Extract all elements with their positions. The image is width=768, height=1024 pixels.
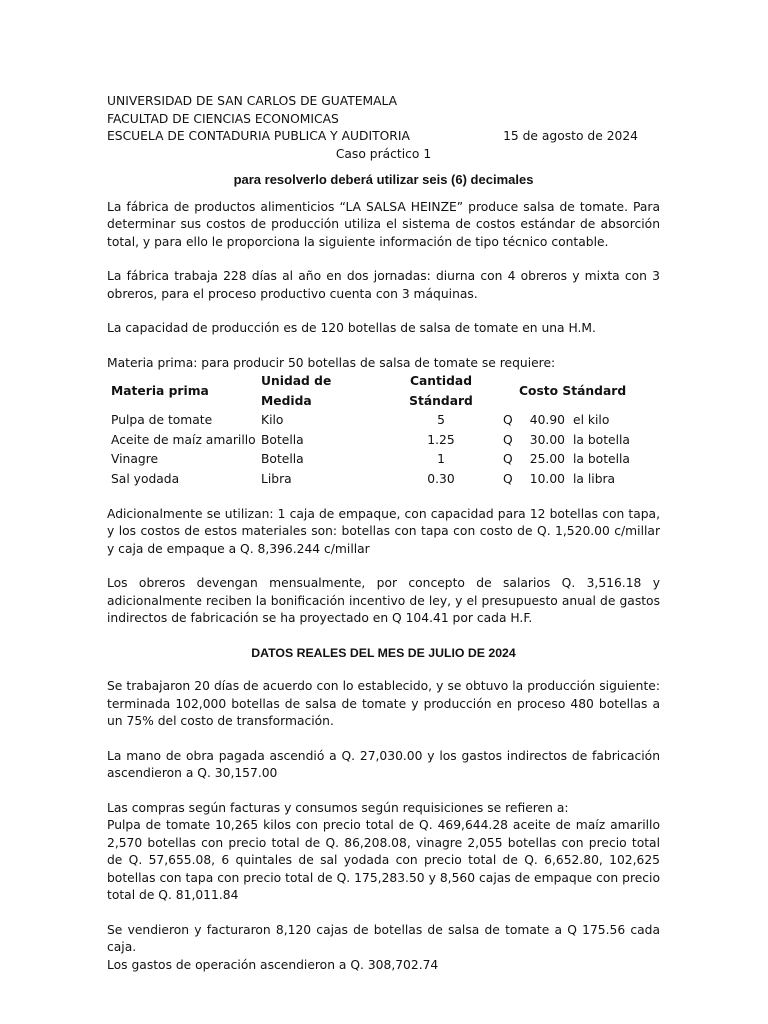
table-header-row <box>111 372 653 411</box>
instruction-heading: para resolverlo deberá utilizar seis (6) decimales <box>233 172 534 187</box>
cell-material: Aceite de maíz amarillo <box>111 432 256 447</box>
paragraph-capacity: La capacidad de producción es de 120 botellas de salsa de tomate en una H.M. <box>107 321 596 335</box>
cell-cost: 30.00 <box>529 432 565 447</box>
document-subtitle: Caso práctico 1 <box>335 146 432 161</box>
cell-material: Sal yodada <box>111 471 180 486</box>
cell-material: Vinagre <box>111 452 159 467</box>
cell-cost: 40.90 <box>529 413 565 428</box>
section-title-real-data: DATOS REALES DEL MES DE JULIO DE 2024 <box>251 645 516 660</box>
university-name: UNIVERSIDAD DE SAN CARLOS DE GUATEMALA <box>107 94 398 108</box>
header-unit: Unidad de Medida <box>261 374 332 408</box>
cell-qty: 5 <box>437 413 445 428</box>
cell-per-unit: la libra <box>573 471 616 486</box>
header-cost: Costo Stándard <box>519 383 627 398</box>
cell-unit: Botella <box>261 432 304 447</box>
cell-material: Pulpa de tomate <box>111 413 213 428</box>
paragraph-workdays: La fábrica trabaja 228 días al año en dos jornadas: diurna con 4 obreros y mixta con 3 obreros, para el proceso productivo cuenta con 3 máquinas. <box>107 269 660 301</box>
cell-unit: Botella <box>261 452 304 467</box>
cell-currency: Q <box>503 432 513 447</box>
header-material: Materia prima <box>111 383 209 398</box>
table-row <box>111 431 653 451</box>
document-date: 15 de agosto de 2024 <box>503 129 638 143</box>
cell-qty: 1 <box>437 452 445 467</box>
cell-currency: Q <box>503 413 513 428</box>
paragraph-purchases-intro: Las compras según facturas y consumos según requisiciones se refieren a: <box>107 800 569 815</box>
cell-per-unit: el kilo <box>573 413 610 428</box>
paragraph-sales: Se vendieron y facturaron 8,120 cajas de botellas de salsa de tomate a Q 175.56 cada caja. <box>107 922 660 955</box>
table-row <box>111 450 653 470</box>
paragraph-operating-expenses: Los gastos de operación ascendieron a Q. 308,702.74 <box>107 957 439 972</box>
paragraph-purchases: Pulpa de tomate 10,265 kilos con precio total de Q. 469,644.28 aceite de maíz amarillo 2,570 botellas con precio total de Q. 86,208.08, vinagre 2,055 botellas con precio total de Q. 57,655.08, 6 quintales de sal yodada con precio total de Q. 6,652.80, 102,625 botellas con tapa con precio total de Q. 175,283.50 y 8,560 cajas de empaque con precio total de Q. 81,011.84 <box>107 818 660 903</box>
cell-cost: 25.00 <box>529 452 565 467</box>
table-row <box>111 470 653 490</box>
cell-unit: Kilo <box>261 413 284 428</box>
cell-qty: 0.30 <box>427 471 455 486</box>
paragraph-labor: La mano de obra pagada ascendió a Q. 27,030.00 y los gastos indirectos de fabricación ascendieron a Q. 30,157.00 <box>107 748 660 781</box>
document-page <box>107 93 660 974</box>
cell-per-unit: la botella <box>573 432 630 447</box>
cell-per-unit: la botella <box>573 452 630 467</box>
school-date-row <box>107 128 660 146</box>
cell-currency: Q <box>503 471 513 486</box>
paragraph-raw-material-intro: Materia prima: para producir 50 botellas de salsa de tomate se requiere: <box>107 355 556 370</box>
table-row <box>111 411 653 431</box>
cell-unit: Libra <box>261 471 292 486</box>
cell-qty: 1.25 <box>427 432 455 447</box>
raw-material-table <box>111 372 653 490</box>
paragraph-salaries: Los obreros devengan mensualmente, por concepto de salarios Q. 3,516.18 y adicionalmente reciben la bonificación incentivo de ley, y el presupuesto anual de gastos indirectos de fabricación se ha proyectado en Q 104.41 por cada H.F. <box>107 576 660 626</box>
cell-cost: 10.00 <box>529 471 565 486</box>
paragraph-intro: La fábrica de productos alimenticios “LA SALSA HEINZE” produce salsa de tomate. Para determinar sus costos de producción utiliza el sistema de costos estándar de absorción total, y para ello le proporciona la siguiente información de tipo técnico contable. <box>107 199 660 249</box>
paragraph-production: Se trabajaron 20 días de acuerdo con lo establecido, y se obtuvo la producción siguiente: terminada 102,000 botellas de salsa de tomate y producción en proceso 480 botellas a un 75% del costo de transformación. <box>107 679 660 729</box>
school-name: ESCUELA DE CONTADURIA PUBLICA Y AUDITORIA <box>107 129 410 143</box>
cell-currency: Q <box>503 452 513 467</box>
faculty-name: FACULTAD DE CIENCIAS ECONOMICAS <box>107 111 339 126</box>
header-qty: Cantidad Stándard <box>409 374 473 408</box>
paragraph-packaging: Adicionalmente se utilizan: 1 caja de empaque, con capacidad para 12 botellas con tapa, y los costos de estos materiales son: botellas con tapa con costo de Q. 1,520.00 c/millar y caja de empaque a Q. 8,396.244 c/millar <box>107 506 660 556</box>
